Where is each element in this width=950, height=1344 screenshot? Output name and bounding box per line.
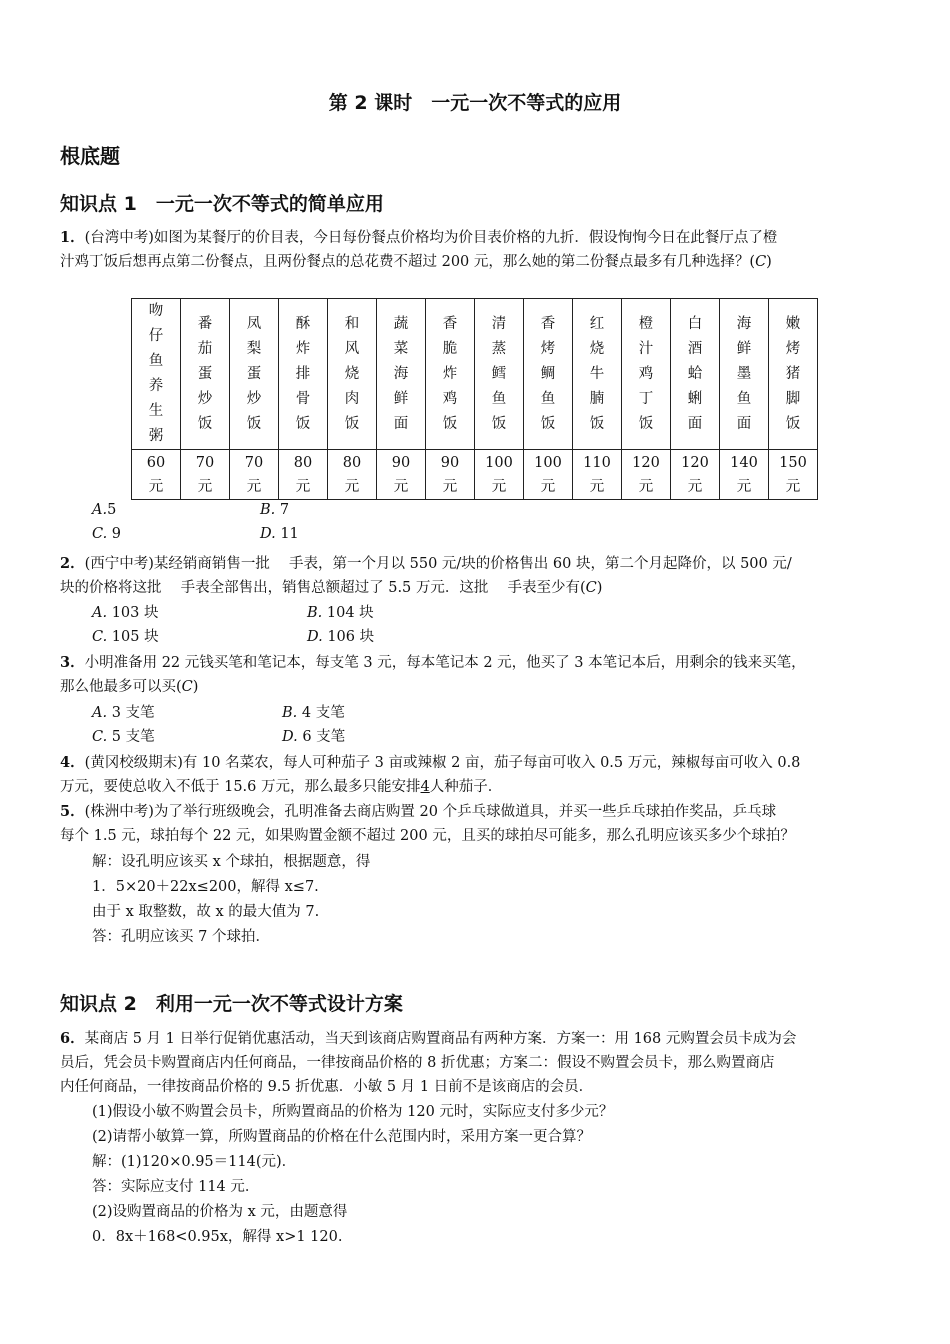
menu-price: 100 元: [475, 450, 524, 500]
q2-line-2: [60, 576, 895, 600]
q6-line-3: 内任何商品，一律按商品价格的 9.5 折优惠．小敏 5 月 1 日前不是该商店的会员．: [60, 1079, 594, 1095]
q1-number: 1．: [60, 229, 85, 246]
q5-solution-1: 解：设孔明应该买 x 个球拍，根据题意，得: [92, 854, 371, 870]
menu-item: 香脆炸鸡饭: [426, 299, 475, 450]
q6-part-2: (2)请帮小敏算一算，所购置商品的价格在什么范围内时，采用方案一更合算？: [92, 1129, 592, 1145]
q6-line-2: 员后，凭会员卡购置商店内任何商品，一律按商品价格的 8 折优惠；方案二：假设不购置会员卡，那么购置商店: [60, 1055, 775, 1071]
q6-solution-3: (2)设购置商品的价格为 x 元，由题意得: [92, 1204, 348, 1220]
menu-item: 香烤鲷鱼饭: [524, 299, 573, 450]
q2-text-1: (西宁中考)某经销商销售一批 手表，第一个月以 550 元/块的价格售出 60 块，第二个月起降价，以 500 元/: [84, 556, 792, 572]
q3-option-d: D. 6 支笔: [282, 729, 346, 745]
q4-line-2: [60, 775, 895, 799]
menu-item: 蔬菜海鲜面: [377, 299, 426, 450]
menu-item: 橙汁鸡丁饭: [622, 299, 671, 450]
menu-item: 海鲜墨鱼面: [720, 299, 769, 450]
q1-option-c: C. 9: [92, 526, 122, 542]
q1-close: ): [766, 254, 772, 270]
menu-item: 番茄蛋炒饭: [181, 299, 230, 450]
q6-line-1: [60, 1027, 895, 1051]
q3-option-a: A. 3 支笔: [92, 705, 155, 721]
menu-price: 100 元: [524, 450, 573, 500]
menu-item: 酥炸排骨饭: [279, 299, 328, 450]
menu-price: 120 元: [671, 450, 720, 500]
q2-number: 2．: [60, 555, 85, 572]
menu-item: 白酒蛤蜊面: [671, 299, 720, 450]
menu-price: 150 元: [769, 450, 818, 500]
q5-solution-3: 由于 x 取整数，故 x 的最大值为 7.: [92, 904, 320, 920]
page-title: 第 2 课时 一元一次不等式的应用: [328, 92, 622, 114]
knowledge-point-1-heading: 知识点 1 一元一次不等式的简单应用: [60, 193, 384, 215]
q4-answer: 4: [420, 779, 430, 795]
menu-price: 70 元: [181, 450, 230, 500]
q2-option-a: A. 103 块: [92, 605, 159, 621]
q5-text-2: 每个 1.5 元，球拍每个 22 元，如果购置金额不超过 200 元，且买的球拍尽可能多，那么孔明应该买多少个球拍？: [60, 828, 795, 844]
q3-option-b: B. 4 支笔: [282, 705, 345, 721]
q5-solution-2: 1．5×20＋22x≤200，解得 x≤7.: [92, 879, 319, 895]
q1-line-2: [60, 250, 895, 274]
q5-line-1: [60, 800, 895, 824]
menu-price: 80 元: [279, 450, 328, 500]
q2-text-2: 块的价格将这批 手表全部售出，销售总额超过了 5.5 万元．这批 手表至少有(: [60, 580, 586, 596]
menu-item: 吻仔鱼养生粥: [132, 299, 181, 450]
q3-line-1: [60, 651, 895, 675]
menu-price: 90 元: [377, 450, 426, 500]
q3-line-2: [60, 675, 895, 699]
q6-text-1: 某商店 5 月 1 日举行促销优惠活动，当天到该商店购置商品有两种方案．方案一：用 168 元购置会员卡成为会: [84, 1031, 797, 1047]
menu-price: 70 元: [230, 450, 279, 500]
q3-option-c: C. 5 支笔: [92, 729, 155, 745]
q1-answer: C: [755, 254, 767, 270]
menu-item: 和风烧肉饭: [328, 299, 377, 450]
q2-line-1: [60, 552, 895, 576]
menu-item: 红烧牛腩饭: [573, 299, 622, 450]
q6-solution-1: 解：(1)120×0.95＝114(元)．: [92, 1154, 297, 1170]
q2-option-d: D. 106 块: [307, 629, 375, 645]
q4-text-2: 万元，要使总收入不低于 15.6 万元，那么最多只能安排: [60, 779, 421, 795]
q2-option-b: B. 104 块: [307, 605, 374, 621]
q2-option-c: C. 105 块: [92, 629, 159, 645]
menu-price: 60 元: [132, 450, 181, 500]
q1-option-b: B. 7: [260, 502, 290, 518]
q3-number: 3．: [60, 654, 85, 671]
q5-text-1: (株洲中考)为了举行班级晚会，孔明准备去商店购置 20 个乒乓球做道具，并买一些乒乓球拍作奖品，乒乓球: [84, 804, 777, 820]
knowledge-point-2-heading: 知识点 2 利用一元一次不等式设计方案: [60, 993, 403, 1015]
section-heading: 根底题: [60, 144, 120, 168]
q5-solution-4: 答：孔明应该买 7 个球拍．: [92, 929, 270, 945]
q3-text-2: 那么他最多可以买(: [60, 679, 182, 695]
q1-option-a: A.5: [92, 502, 117, 518]
q4-line-1: [60, 751, 895, 775]
menu-item: 嫩烤猪脚饭: [769, 299, 818, 450]
q6-solution-4: 0．8x＋168<0.95x，解得 x>1 120.: [92, 1229, 343, 1245]
q3-close: ): [192, 679, 199, 695]
price-menu-table: [131, 298, 818, 500]
q5-number: 5．: [60, 803, 85, 820]
q1-text-2: 汁鸡丁饭后想再点第二份餐点，且两份餐点的总花费不超过 200 元，那么她的第二份餐点最多有几种选择？(: [60, 254, 756, 270]
menu-price: 140 元: [720, 450, 769, 500]
q6-part-1: (1)假设小敏不购置会员卡，所购置商品的价格为 120 元时，实际应支付多少元？: [92, 1104, 614, 1120]
q5-line-2: [60, 824, 895, 848]
q4-text-1: (黄冈校级期末)有 10 名菜农，每人可种茄子 3 亩或辣椒 2 亩，茄子每亩可收入 0.5 万元，辣椒每亩可收入 0.8: [84, 755, 801, 771]
q6-number: 6．: [60, 1030, 85, 1047]
q2-answer: C: [585, 580, 597, 596]
q1-option-d: D. 11: [260, 526, 299, 542]
menu-item: 清蒸鳕鱼饭: [475, 299, 524, 450]
menu-price: 80 元: [328, 450, 377, 500]
q4-text-3: 人种茄子．: [429, 779, 503, 795]
q6-solution-2: 答：实际应支付 114 元．: [92, 1179, 260, 1195]
q1-line-1: [60, 226, 895, 250]
q2-close: ): [596, 580, 603, 596]
menu-price: 110 元: [573, 450, 622, 500]
menu-price: 90 元: [426, 450, 475, 500]
q3-text-1: 小明准备用 22 元钱买笔和笔记本，每支笔 3 元，每本笔记本 2 元，他买了 3 本笔记本后，用剩余的钱来买笔，: [84, 655, 806, 671]
q3-answer: C: [181, 679, 193, 695]
menu-item: 凤梨蛋炒饭: [230, 299, 279, 450]
menu-price: 120 元: [622, 450, 671, 500]
q4-number: 4．: [60, 754, 85, 771]
q1-text-1: (台湾中考)如图为某餐厅的价目表，今日每份餐点价格均为价目表价格的九折．假设恂恂今日在此餐厅点了橙: [84, 230, 778, 246]
